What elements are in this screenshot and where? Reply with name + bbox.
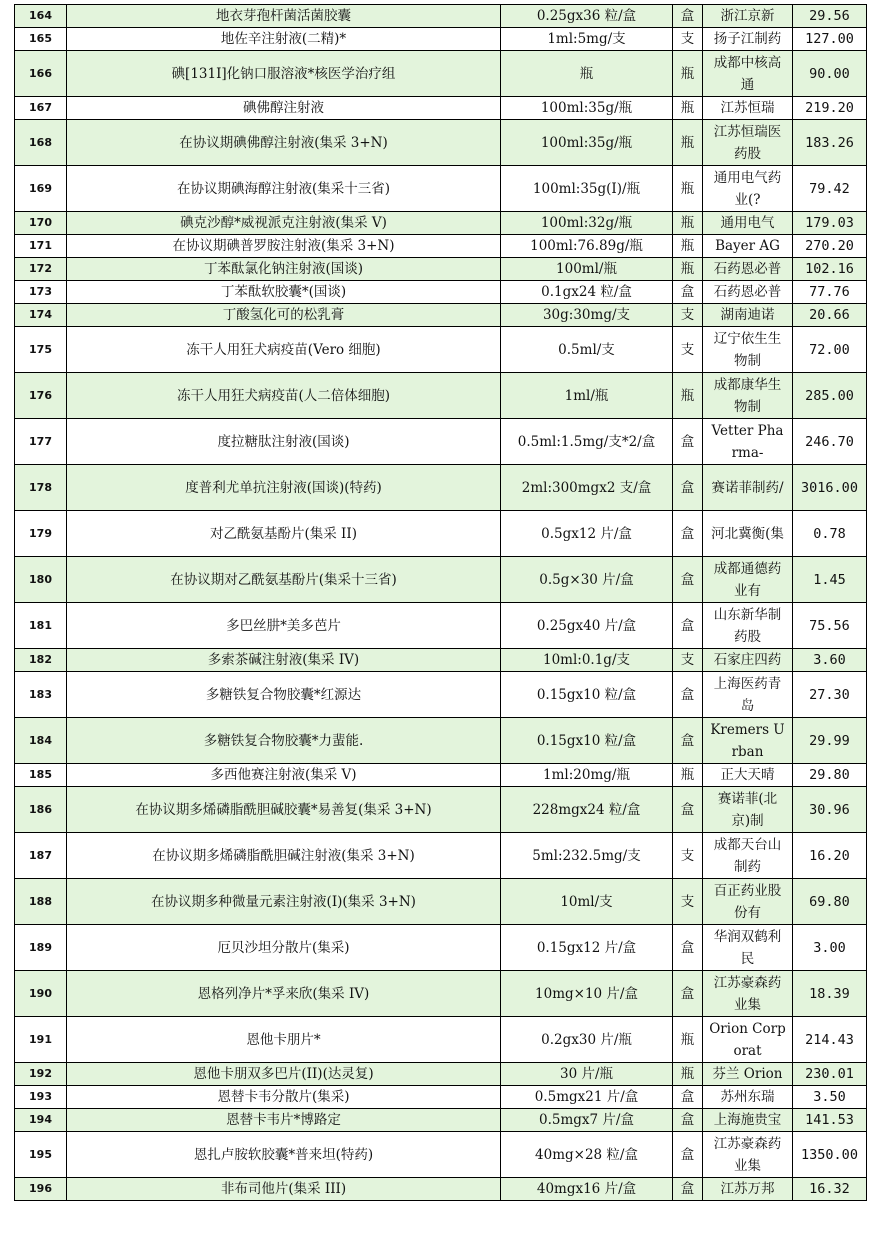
- unit-cell: 瓶: [673, 120, 703, 166]
- manufacturer-cell: Vetter Pharma-: [703, 419, 793, 465]
- price-cell: 285.00: [793, 373, 867, 419]
- unit-cell: 盒: [673, 511, 703, 557]
- spec-cell: 0.5g×30 片/盒: [501, 557, 673, 603]
- row-number-cell: 194: [15, 1109, 67, 1132]
- drug-name-cell: 冻干人用狂犬病疫苗(人二倍体细胞): [67, 373, 501, 419]
- table-row: [15, 1178, 867, 1201]
- row-number-cell: 180: [15, 557, 67, 603]
- drug-name-cell: 在协议期碘海醇注射液(集采十三省): [67, 166, 501, 212]
- drug-name-cell: 恩他卡朋片*: [67, 1017, 501, 1063]
- row-number-cell: 181: [15, 603, 67, 649]
- price-cell: 79.42: [793, 166, 867, 212]
- price-cell: 127.00: [793, 28, 867, 51]
- table-row: [15, 718, 867, 764]
- price-cell: 16.20: [793, 833, 867, 879]
- price-cell: 69.80: [793, 879, 867, 925]
- manufacturer-cell: 河北冀衡(集: [703, 511, 793, 557]
- row-number-cell: 182: [15, 649, 67, 672]
- manufacturer-cell: 成都中核高通: [703, 51, 793, 97]
- drug-name-cell: 度拉糖肽注射液(国谈): [67, 419, 501, 465]
- spec-cell: 0.25gx40 片/盒: [501, 603, 673, 649]
- spec-cell: 0.5gx12 片/盒: [501, 511, 673, 557]
- manufacturer-cell: 江苏豪森药业集: [703, 971, 793, 1017]
- manufacturer-cell: 辽宁依生生物制: [703, 327, 793, 373]
- manufacturer-cell: 石家庄四药: [703, 649, 793, 672]
- spec-cell: 0.15gx10 粒/盒: [501, 672, 673, 718]
- drug-name-cell: 恩格列净片*孚来欣(集采 IV): [67, 971, 501, 1017]
- price-cell: 20.66: [793, 304, 867, 327]
- price-cell: 75.56: [793, 603, 867, 649]
- unit-cell: 盒: [673, 1178, 703, 1201]
- drug-name-cell: 多糖铁复合物胶囊*力蜚能.: [67, 718, 501, 764]
- drug-name-cell: 在协议期对乙酰氨基酚片(集采十三省): [67, 557, 501, 603]
- table-row: [15, 281, 867, 304]
- unit-cell: 瓶: [673, 258, 703, 281]
- drug-price-table: [14, 4, 867, 1201]
- row-number-cell: 169: [15, 166, 67, 212]
- row-number-cell: 167: [15, 97, 67, 120]
- manufacturer-cell: Orion Corporat: [703, 1017, 793, 1063]
- row-number-cell: 192: [15, 1063, 67, 1086]
- unit-cell: 瓶: [673, 51, 703, 97]
- spec-cell: 0.5ml/支: [501, 327, 673, 373]
- spec-cell: 1ml:5mg/支: [501, 28, 673, 51]
- unit-cell: 盒: [673, 971, 703, 1017]
- table-row: [15, 465, 867, 511]
- manufacturer-cell: 山东新华制药股: [703, 603, 793, 649]
- drug-name-cell: 地佐辛注射液(二精)*: [67, 28, 501, 51]
- spec-cell: 100ml:32g/瓶: [501, 212, 673, 235]
- spec-cell: 0.2gx30 片/瓶: [501, 1017, 673, 1063]
- manufacturer-cell: 上海医药青岛: [703, 672, 793, 718]
- price-cell: 3.60: [793, 649, 867, 672]
- row-number-cell: 183: [15, 672, 67, 718]
- row-number-cell: 178: [15, 465, 67, 511]
- unit-cell: 支: [673, 879, 703, 925]
- drug-name-cell: 在协议期多种微量元素注射液(Ⅰ)(集采 3+N): [67, 879, 501, 925]
- unit-cell: 瓶: [673, 1017, 703, 1063]
- drug-name-cell: 恩他卡朋双多巴片(II)(达灵复): [67, 1063, 501, 1086]
- spec-cell: 2ml:300mgx2 支/盒: [501, 465, 673, 511]
- row-number-cell: 173: [15, 281, 67, 304]
- row-number-cell: 193: [15, 1086, 67, 1109]
- table-row: [15, 557, 867, 603]
- table-row: [15, 879, 867, 925]
- unit-cell: 盒: [673, 787, 703, 833]
- price-cell: 270.20: [793, 235, 867, 258]
- table-row: [15, 833, 867, 879]
- price-cell: 30.96: [793, 787, 867, 833]
- price-cell: 179.03: [793, 212, 867, 235]
- row-number-cell: 164: [15, 5, 67, 28]
- table-row: [15, 212, 867, 235]
- drug-name-cell: 恩替卡韦分散片(集采): [67, 1086, 501, 1109]
- drug-name-cell: 丁苯酞氯化钠注射液(国谈): [67, 258, 501, 281]
- spec-cell: 100ml/瓶: [501, 258, 673, 281]
- spec-cell: 100ml:35g/瓶: [501, 97, 673, 120]
- table-row: [15, 327, 867, 373]
- spec-cell: 100ml:35g(Ⅰ)/瓶: [501, 166, 673, 212]
- spec-cell: 0.15gx10 粒/盒: [501, 718, 673, 764]
- table-row: [15, 1086, 867, 1109]
- drug-name-cell: 冻干人用狂犬病疫苗(Vero 细胞): [67, 327, 501, 373]
- unit-cell: 支: [673, 327, 703, 373]
- table-row: [15, 258, 867, 281]
- row-number-cell: 186: [15, 787, 67, 833]
- spec-cell: 40mg×28 粒/盒: [501, 1132, 673, 1178]
- table-row: [15, 925, 867, 971]
- manufacturer-cell: 成都通德药业有: [703, 557, 793, 603]
- spec-cell: 1ml:20mg/瓶: [501, 764, 673, 787]
- row-number-cell: 170: [15, 212, 67, 235]
- price-cell: 90.00: [793, 51, 867, 97]
- manufacturer-cell: 石药恩必普: [703, 258, 793, 281]
- table-row: [15, 28, 867, 51]
- drug-name-cell: 在协议期碘佛醇注射液(集采 3+N): [67, 120, 501, 166]
- row-number-cell: 172: [15, 258, 67, 281]
- unit-cell: 盒: [673, 718, 703, 764]
- row-number-cell: 189: [15, 925, 67, 971]
- manufacturer-cell: Bayer AG: [703, 235, 793, 258]
- row-number-cell: 175: [15, 327, 67, 373]
- row-number-cell: 184: [15, 718, 67, 764]
- manufacturer-cell: 江苏恒瑞: [703, 97, 793, 120]
- manufacturer-cell: 百正药业股份有: [703, 879, 793, 925]
- manufacturer-cell: 通用电气: [703, 212, 793, 235]
- drug-name-cell: 对乙酰氨基酚片(集采 II): [67, 511, 501, 557]
- manufacturer-cell: 石药恩必普: [703, 281, 793, 304]
- manufacturer-cell: Kremers Urban: [703, 718, 793, 764]
- row-number-cell: 174: [15, 304, 67, 327]
- drug-name-cell: 恩扎卢胺软胶囊*普来坦(特药): [67, 1132, 501, 1178]
- spec-cell: 30 片/瓶: [501, 1063, 673, 1086]
- table-row: [15, 166, 867, 212]
- manufacturer-cell: 成都康华生物制: [703, 373, 793, 419]
- unit-cell: 盒: [673, 925, 703, 971]
- spec-cell: 10ml:0.1g/支: [501, 649, 673, 672]
- table-row: [15, 1132, 867, 1178]
- drug-name-cell: 在协议期多烯磷脂酰胆碱胶囊*易善复(集采 3+N): [67, 787, 501, 833]
- manufacturer-cell: 赛诺菲制药/: [703, 465, 793, 511]
- spec-cell: 1ml/瓶: [501, 373, 673, 419]
- unit-cell: 盒: [673, 465, 703, 511]
- price-cell: 29.99: [793, 718, 867, 764]
- unit-cell: 瓶: [673, 166, 703, 212]
- drug-name-cell: 厄贝沙坦分散片(集采): [67, 925, 501, 971]
- drug-name-cell: 多糖铁复合物胶囊*红源达: [67, 672, 501, 718]
- table-row: [15, 649, 867, 672]
- drug-name-cell: 在协议期多烯磷脂酰胆碱注射液(集采 3+N): [67, 833, 501, 879]
- unit-cell: 支: [673, 833, 703, 879]
- spec-cell: 5ml:232.5mg/支: [501, 833, 673, 879]
- manufacturer-cell: 芬兰 Orion: [703, 1063, 793, 1086]
- price-cell: 3.50: [793, 1086, 867, 1109]
- price-cell: 29.56: [793, 5, 867, 28]
- unit-cell: 支: [673, 28, 703, 51]
- table-row: [15, 971, 867, 1017]
- unit-cell: 盒: [673, 1109, 703, 1132]
- price-cell: 1.45: [793, 557, 867, 603]
- row-number-cell: 185: [15, 764, 67, 787]
- unit-cell: 盒: [673, 1132, 703, 1178]
- table-row: [15, 787, 867, 833]
- unit-cell: 瓶: [673, 97, 703, 120]
- price-cell: 102.16: [793, 258, 867, 281]
- price-cell: 0.78: [793, 511, 867, 557]
- drug-name-cell: 丁酸氢化可的松乳膏: [67, 304, 501, 327]
- unit-cell: 盒: [673, 1086, 703, 1109]
- manufacturer-cell: 苏州东瑞: [703, 1086, 793, 1109]
- row-number-cell: 190: [15, 971, 67, 1017]
- unit-cell: 瓶: [673, 235, 703, 258]
- row-number-cell: 168: [15, 120, 67, 166]
- table-row: [15, 1017, 867, 1063]
- drug-name-cell: 地衣芽孢杆菌活菌胶囊: [67, 5, 501, 28]
- manufacturer-cell: 上海施贵宝: [703, 1109, 793, 1132]
- unit-cell: 盒: [673, 419, 703, 465]
- table-row: [15, 97, 867, 120]
- price-cell: 1350.00: [793, 1132, 867, 1178]
- row-number-cell: 191: [15, 1017, 67, 1063]
- spec-cell: 30g:30mg/支: [501, 304, 673, 327]
- spec-cell: 0.15gx12 片/盒: [501, 925, 673, 971]
- table-row: [15, 419, 867, 465]
- price-cell: 16.32: [793, 1178, 867, 1201]
- manufacturer-cell: 成都天台山制药: [703, 833, 793, 879]
- spec-cell: 228mgx24 粒/盒: [501, 787, 673, 833]
- manufacturer-cell: 江苏万邦: [703, 1178, 793, 1201]
- drug-name-cell: 碘[131I]化钠口服溶液*核医学治疗组: [67, 51, 501, 97]
- spec-cell: 100ml:76.89g/瓶: [501, 235, 673, 258]
- manufacturer-cell: 江苏恒瑞医药股: [703, 120, 793, 166]
- spec-cell: 0.5mgx21 片/盒: [501, 1086, 673, 1109]
- price-cell: 27.30: [793, 672, 867, 718]
- row-number-cell: 171: [15, 235, 67, 258]
- table-row: [15, 1109, 867, 1132]
- unit-cell: 瓶: [673, 212, 703, 235]
- table-row: [15, 51, 867, 97]
- unit-cell: 支: [673, 304, 703, 327]
- manufacturer-cell: 通用电气药业(?: [703, 166, 793, 212]
- spec-cell: 10ml/支: [501, 879, 673, 925]
- spec-cell: 40mgx16 片/盒: [501, 1178, 673, 1201]
- spec-cell: 0.1gx24 粒/盒: [501, 281, 673, 304]
- manufacturer-cell: 扬子江制药: [703, 28, 793, 51]
- price-cell: 77.76: [793, 281, 867, 304]
- spec-cell: 100ml:35g/瓶: [501, 120, 673, 166]
- row-number-cell: 176: [15, 373, 67, 419]
- price-cell: 141.53: [793, 1109, 867, 1132]
- spec-cell: 瓶: [501, 51, 673, 97]
- price-cell: 219.20: [793, 97, 867, 120]
- unit-cell: 盒: [673, 557, 703, 603]
- row-number-cell: 196: [15, 1178, 67, 1201]
- row-number-cell: 177: [15, 419, 67, 465]
- unit-cell: 盒: [673, 5, 703, 28]
- spec-cell: 0.25gx36 粒/盒: [501, 5, 673, 28]
- table-row: [15, 304, 867, 327]
- row-number-cell: 195: [15, 1132, 67, 1178]
- table-row: [15, 120, 867, 166]
- unit-cell: 盒: [673, 281, 703, 304]
- spec-cell: 10mg×10 片/盒: [501, 971, 673, 1017]
- drug-name-cell: 多巴丝肼*美多芭片: [67, 603, 501, 649]
- drug-name-cell: 多西他赛注射液(集采 V): [67, 764, 501, 787]
- table-row: [15, 603, 867, 649]
- price-cell: 72.00: [793, 327, 867, 373]
- manufacturer-cell: 湖南迪诺: [703, 304, 793, 327]
- price-cell: 3.00: [793, 925, 867, 971]
- unit-cell: 瓶: [673, 373, 703, 419]
- price-cell: 214.43: [793, 1017, 867, 1063]
- table-row: [15, 5, 867, 28]
- price-cell: 246.70: [793, 419, 867, 465]
- table-row: [15, 1063, 867, 1086]
- row-number-cell: 187: [15, 833, 67, 879]
- unit-cell: 瓶: [673, 764, 703, 787]
- drug-name-cell: 多索茶碱注射液(集采 IV): [67, 649, 501, 672]
- drug-name-cell: 度普利尤单抗注射液(国谈)(特药): [67, 465, 501, 511]
- table-row: [15, 672, 867, 718]
- unit-cell: 盒: [673, 672, 703, 718]
- unit-cell: 盒: [673, 603, 703, 649]
- price-cell: 29.80: [793, 764, 867, 787]
- drug-name-cell: 恩替卡韦片*博路定: [67, 1109, 501, 1132]
- row-number-cell: 188: [15, 879, 67, 925]
- manufacturer-cell: 正大天晴: [703, 764, 793, 787]
- price-cell: 18.39: [793, 971, 867, 1017]
- manufacturer-cell: 浙江京新: [703, 5, 793, 28]
- spec-cell: 0.5ml:1.5mg/支*2/盒: [501, 419, 673, 465]
- unit-cell: 支: [673, 649, 703, 672]
- drug-name-cell: 丁苯酞软胶囊*(国谈): [67, 281, 501, 304]
- manufacturer-cell: 江苏豪森药业集: [703, 1132, 793, 1178]
- row-number-cell: 165: [15, 28, 67, 51]
- table-body: [15, 5, 867, 1201]
- table-row: [15, 511, 867, 557]
- drug-name-cell: 碘佛醇注射液: [67, 97, 501, 120]
- row-number-cell: 166: [15, 51, 67, 97]
- spec-cell: 0.5mgx7 片/盒: [501, 1109, 673, 1132]
- table-row: [15, 235, 867, 258]
- table-row: [15, 764, 867, 787]
- table-row: [15, 373, 867, 419]
- row-number-cell: 179: [15, 511, 67, 557]
- drug-name-cell: 碘克沙醇*威视派克注射液(集采 V): [67, 212, 501, 235]
- unit-cell: 瓶: [673, 1063, 703, 1086]
- price-cell: 183.26: [793, 120, 867, 166]
- manufacturer-cell: 华润双鹤利民: [703, 925, 793, 971]
- manufacturer-cell: 赛诺菲(北京)制: [703, 787, 793, 833]
- price-cell: 230.01: [793, 1063, 867, 1086]
- price-cell: 3016.00: [793, 465, 867, 511]
- drug-name-cell: 非布司他片(集采 III): [67, 1178, 501, 1201]
- drug-name-cell: 在协议期碘普罗胺注射液(集采 3+N): [67, 235, 501, 258]
